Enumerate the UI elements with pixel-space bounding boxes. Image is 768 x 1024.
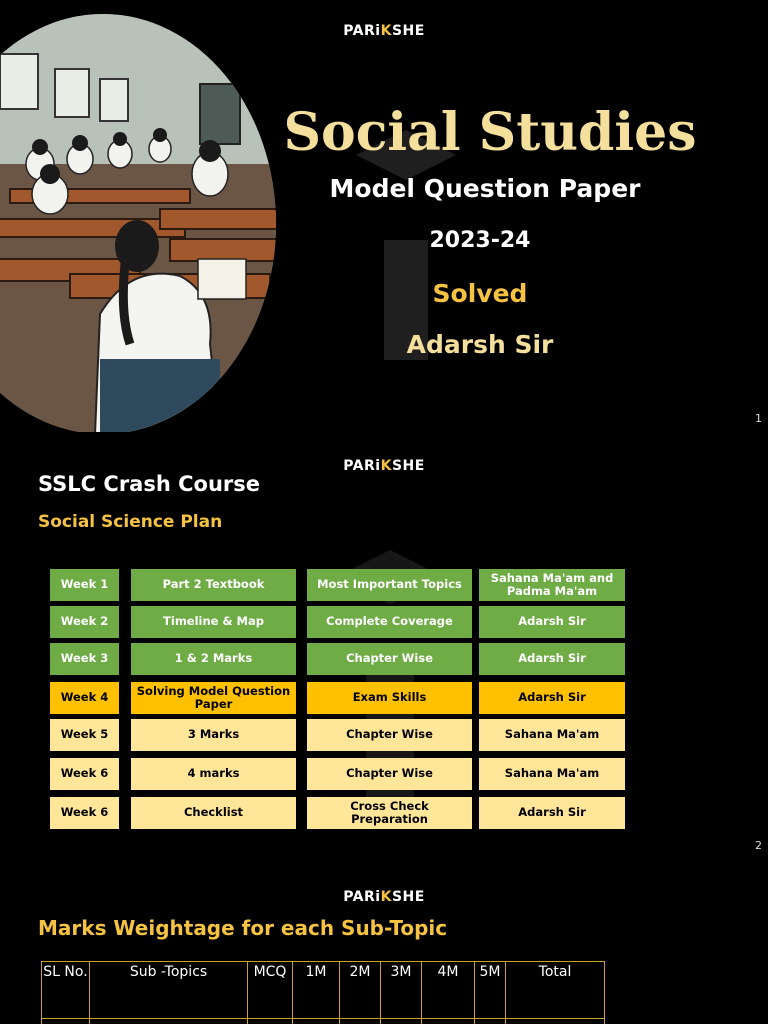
- table-header-cell: 2M: [340, 962, 381, 1019]
- plan-title: Social Science Plan: [38, 512, 223, 532]
- topic-cell: 1 & 2 Marks: [131, 643, 296, 675]
- week-cell: Week 5: [50, 719, 119, 751]
- table-header-cell: Sub -Topics: [90, 962, 248, 1019]
- cover-author: Adarsh Sir: [406, 330, 554, 359]
- teacher-cell: Sahana Ma'am: [479, 719, 625, 751]
- cover-page: [0, 0, 768, 432]
- table-header-cell: 5M: [475, 962, 506, 1019]
- focus-cell: Chapter Wise: [307, 643, 472, 675]
- focus-cell: Exam Skills: [307, 682, 472, 714]
- teacher-cell: Adarsh Sir: [479, 643, 625, 675]
- cover-title: Social Studies: [283, 102, 697, 163]
- teacher-cell: Adarsh Sir: [479, 606, 625, 638]
- topic-cell: 4 marks: [131, 758, 296, 790]
- teacher-cell: Sahana Ma'am: [479, 758, 625, 790]
- teacher-cell: Sahana Ma'am and Padma Ma'am: [479, 569, 625, 601]
- focus-cell: Chapter Wise: [307, 719, 472, 751]
- focus-cell: Chapter Wise: [307, 758, 472, 790]
- week-cell: Week 1: [50, 569, 119, 601]
- topic-cell: Part 2 Textbook: [131, 569, 296, 601]
- weightage-title: Marks Weightage for each Sub-Topic: [38, 916, 448, 940]
- table-row: [42, 1019, 605, 1024]
- teacher-cell: Adarsh Sir: [479, 682, 625, 714]
- page-number: 1: [755, 412, 762, 425]
- teacher-cell: Adarsh Sir: [479, 797, 625, 829]
- weightage-table: [41, 961, 605, 1024]
- cover-status: Solved: [432, 279, 528, 308]
- brand-logo: PARiKSHE: [343, 889, 425, 905]
- plan-page: [0, 432, 768, 860]
- table-header-cell: 1M: [293, 962, 340, 1019]
- page-number: 2: [755, 839, 762, 852]
- topic-cell: 3 Marks: [131, 719, 296, 751]
- week-cell: Week 6: [50, 758, 119, 790]
- table-header-cell: Total: [506, 962, 605, 1019]
- focus-cell: Complete Coverage: [307, 606, 472, 638]
- week-cell: Week 2: [50, 606, 119, 638]
- table-header-cell: SL No.: [42, 962, 90, 1019]
- table-header-row: [42, 962, 605, 1019]
- cover-year: 2023-24: [429, 228, 531, 253]
- weightage-page: [0, 860, 768, 1024]
- topic-cell: Timeline & Map: [131, 606, 296, 638]
- table-header-cell: 4M: [422, 962, 475, 1019]
- week-cell: Week 3: [50, 643, 119, 675]
- focus-cell: Most Important Topics: [307, 569, 472, 601]
- table-header-cell: 3M: [381, 962, 422, 1019]
- focus-cell: Cross Check Preparation: [307, 797, 472, 829]
- topic-cell: Checklist: [131, 797, 296, 829]
- week-cell: Week 6: [50, 797, 119, 829]
- brand-logo: PARiKSHE: [343, 23, 425, 39]
- topic-cell: Solving Model Question Paper: [131, 682, 296, 714]
- course-title: SSLC Crash Course: [38, 472, 260, 496]
- table-header-cell: MCQ: [248, 962, 293, 1019]
- week-cell: Week 4: [50, 682, 119, 714]
- brand-logo: PARiKSHE: [343, 458, 425, 474]
- classroom-illustration: [0, 14, 276, 432]
- cover-subtitle: Model Question Paper: [329, 174, 641, 203]
